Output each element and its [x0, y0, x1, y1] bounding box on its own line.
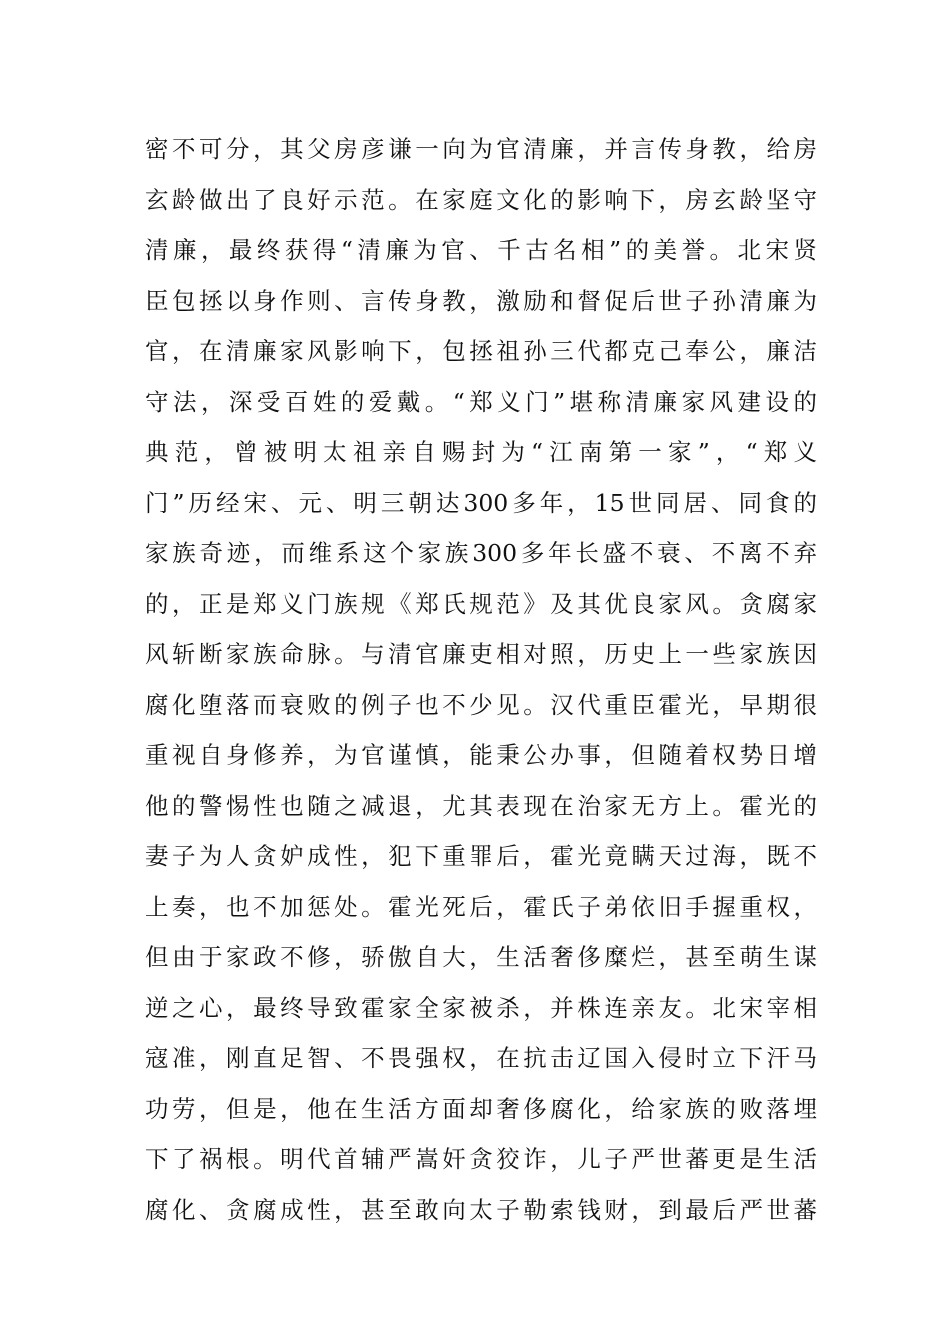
- text-line: 密不可分，其父房彦谦一向为官清廉，并言传身教，给房: [145, 135, 817, 163]
- text-line: 功劳，但是，他在生活方面却奢侈腐化，给家族的败落埋: [145, 1094, 817, 1123]
- text-line: 寇准，刚直足智、不畏强权，在抗击辽国入侵时立下汗马: [145, 1044, 817, 1072]
- body-text: [145, 124, 817, 1235]
- text-line: 家族奇迹，而维系这个家族300多年长盛不衰、不离不弃: [145, 539, 817, 567]
- text-line: 妻子为人贪妒成性，犯下重罪后，霍光竟瞒天过海，既不: [145, 842, 817, 870]
- text-line: 臣包拯以身作则、言传身教，激励和督促后世子孙清廉为: [145, 286, 817, 315]
- text-line: 门”历经宋、元、明三朝达300多年，15世同居、同食的: [145, 488, 817, 517]
- text-line: 腐化堕落而衰败的例子也不少见。汉代重臣霍光，早期很: [145, 690, 817, 719]
- text-line: 他的警惕性也随之减退，尤其表现在治家无方上。霍光的: [145, 791, 817, 820]
- text-line: 守法，深受百姓的爱戴。“郑义门”堪称清廉家风建设的: [145, 387, 817, 416]
- text-line: 逆之心，最终导致霍家全家被杀，并株连亲友。北宋宰相: [145, 993, 817, 1022]
- text-line: 风斩断家族命脉。与清官廉吏相对照，历史上一些家族因: [145, 640, 817, 668]
- text-line: 但由于家政不修，骄傲自大，生活奢侈糜烂，甚至萌生谋: [145, 943, 817, 971]
- text-line: 上奏，也不加惩处。霍光死后，霍氏子弟依旧手握重权，: [145, 892, 817, 921]
- text-line: 重视自身修养，为官谨慎，能秉公办事，但随着权势日增: [145, 741, 817, 769]
- text-line: 下了祸根。明代首辅严嵩奸贪狡诈，儿子严世蕃更是生活: [145, 1145, 817, 1173]
- text-line: 腐化、贪腐成性，甚至敢向太子勒索钱财，到最后严世蕃: [145, 1195, 817, 1224]
- text-line: 玄龄做出了良好示范。在家庭文化的影响下，房玄龄坚守: [145, 185, 817, 214]
- text-line: 的，正是郑义门族规《郑氏规范》及其优良家风。贪腐家: [145, 589, 817, 618]
- text-line: 官，在清廉家风影响下，包拯祖孙三代都克己奉公，廉洁: [145, 337, 817, 365]
- text-line: 清廉，最终获得“清廉为官、千古名相”的美誉。北宋贤: [145, 236, 817, 264]
- text-line: 典范，曾被明太祖亲自赐封为“江南第一家”，“郑义: [145, 438, 817, 466]
